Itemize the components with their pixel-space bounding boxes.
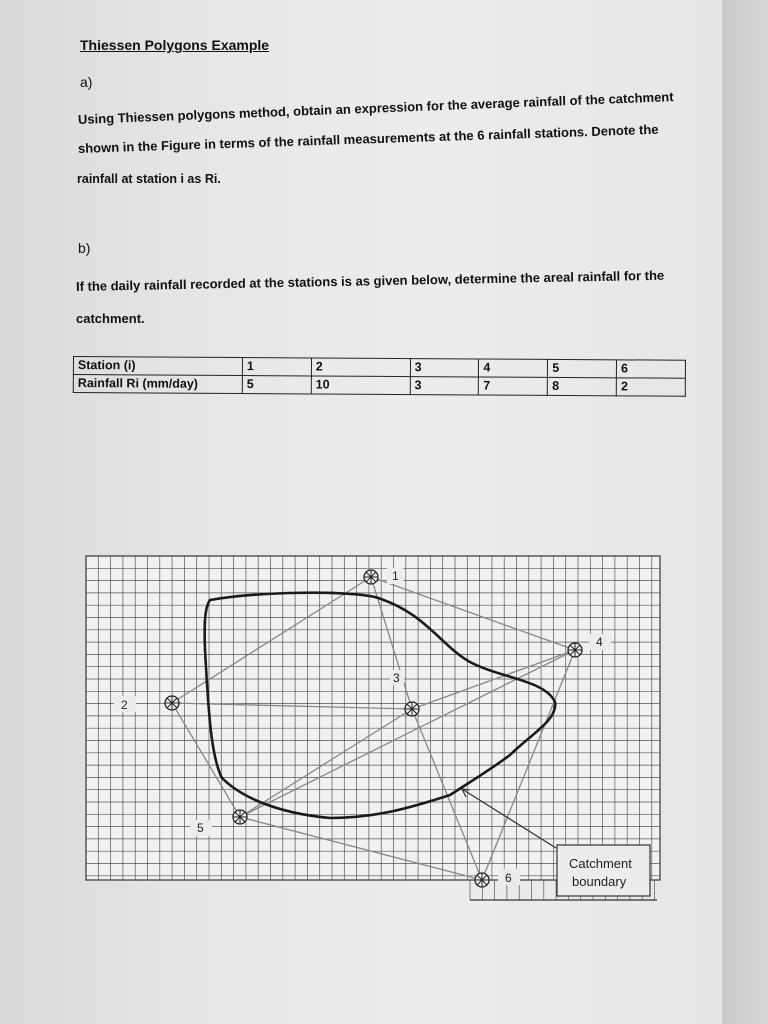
- rainfall-cell: 2: [616, 378, 685, 396]
- rainfall-header: Rainfall Ri (mm/day): [73, 375, 242, 394]
- part-a-label: a): [80, 74, 93, 90]
- part-a-line-2: shown in the Figure in terms of the rainfall measurements at the 6 rainfall stations. Denote the: [77, 121, 659, 156]
- rain-gauge-5-icon: [233, 810, 247, 824]
- rainfall-cell: 7: [479, 377, 548, 395]
- rainfall-cell: 8: [548, 377, 617, 395]
- station-label-4: 4: [596, 635, 603, 649]
- part-b-line-2: catchment.: [76, 311, 145, 326]
- catchment-boundary-callout: [557, 845, 650, 896]
- page-title: Thiessen Polygons Example: [80, 37, 270, 53]
- part-b-label: b): [78, 240, 91, 256]
- station-label-3: 3: [393, 671, 400, 685]
- callout-line-2: boundary: [572, 874, 627, 889]
- rain-gauge-2-icon: [165, 696, 179, 710]
- rainfall-cell: 10: [311, 376, 410, 395]
- rain-gauge-6-icon: [475, 873, 489, 887]
- station-cell: 6: [617, 360, 686, 378]
- part-a-line-3: rainfall at station i as Ri.: [77, 172, 221, 186]
- rainfall-cell: 3: [410, 377, 479, 395]
- part-a-line-1: Using Thiessen polygons method, obtain an expression for the average rainfall of the catchment: [77, 89, 674, 127]
- callout-line-1: Catchment: [569, 856, 632, 871]
- rainfall-cell: 5: [242, 376, 311, 394]
- station-cell: 4: [479, 359, 548, 377]
- rain-gauge-3-icon: [405, 702, 419, 716]
- station-cell: 1: [242, 358, 311, 376]
- station-label-5: 5: [197, 821, 204, 835]
- station-label-2: 2: [121, 698, 128, 712]
- rain-gauge-4-icon: [568, 643, 582, 657]
- station-header: Station (i): [73, 357, 242, 376]
- station-cell: 2: [311, 358, 410, 377]
- part-b-line-1: If the daily rainfall recorded at the stations is as given below, determine the areal rainfall for the: [75, 267, 665, 294]
- station-label-1: 1: [392, 569, 399, 583]
- station-cell: 3: [410, 359, 479, 377]
- station-cell: 5: [548, 359, 617, 377]
- station-label-6: 6: [505, 871, 512, 885]
- rain-gauge-1-icon: [364, 570, 378, 584]
